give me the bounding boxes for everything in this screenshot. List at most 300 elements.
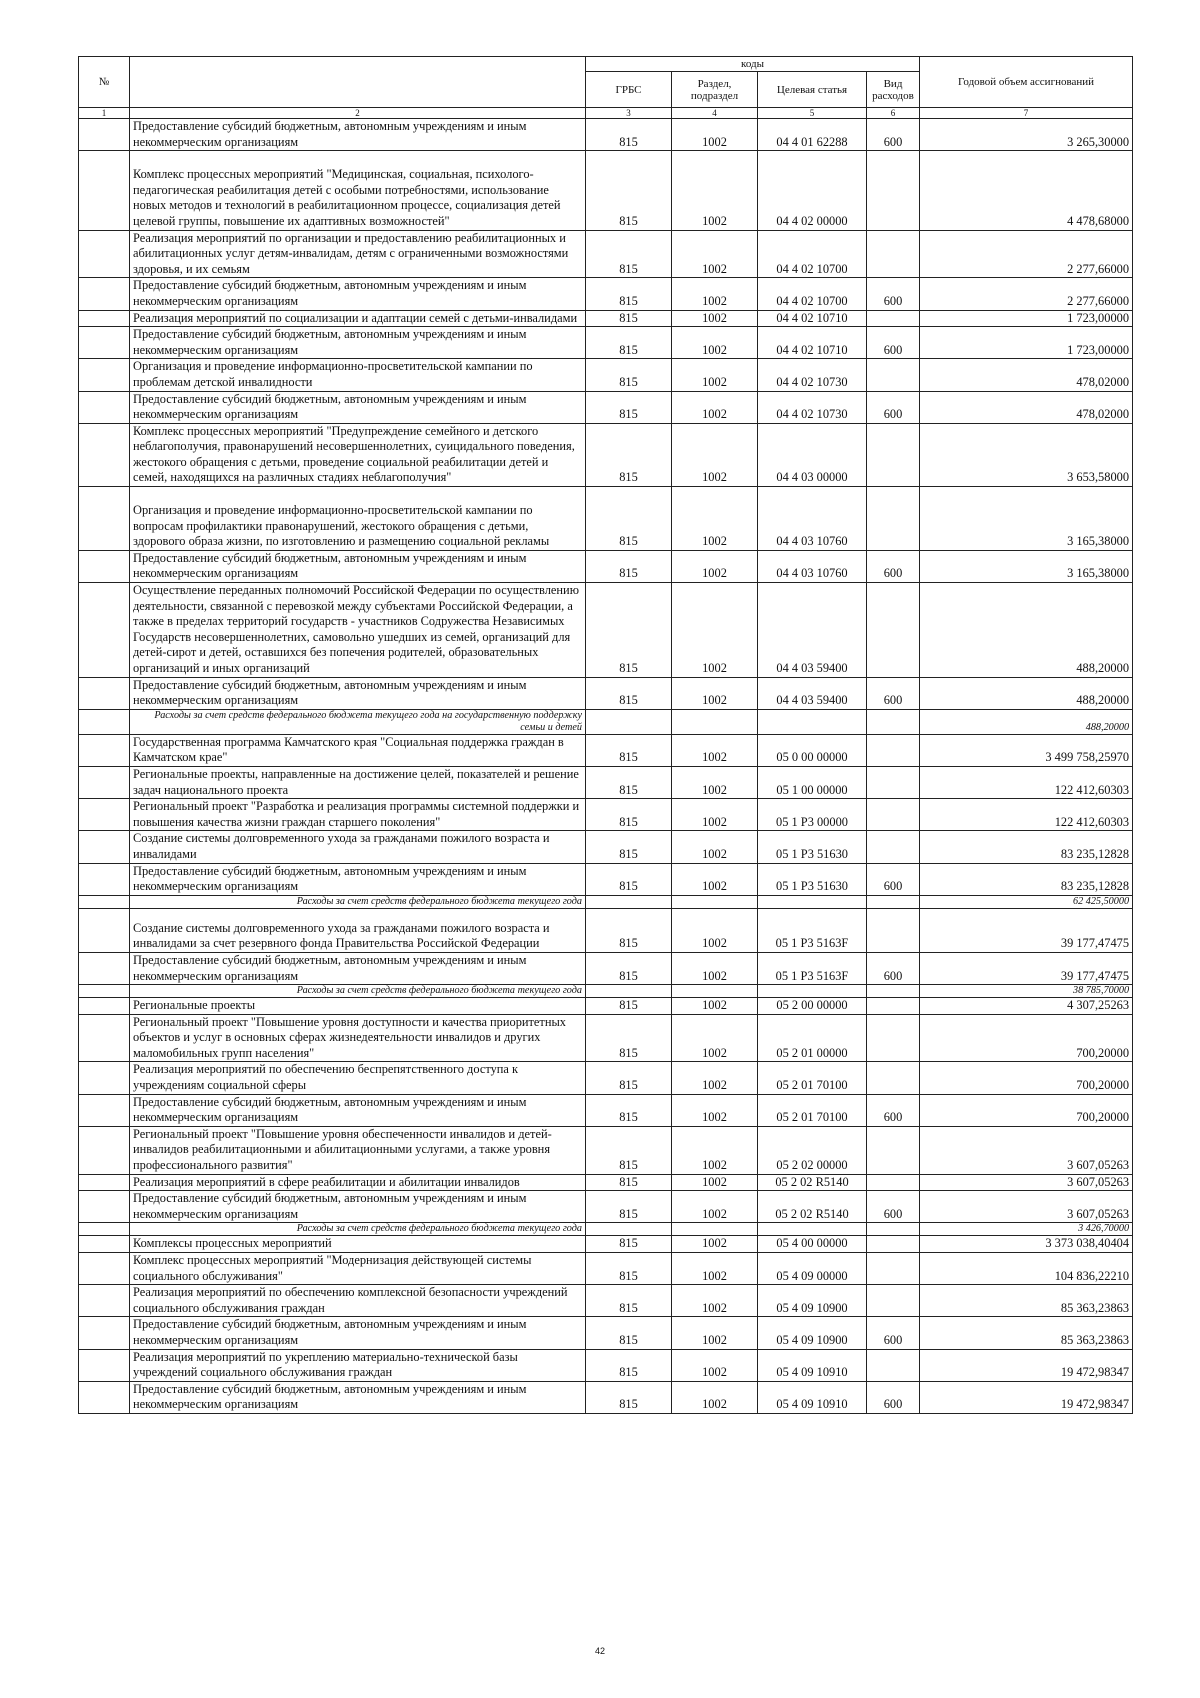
row-grbs-cell: 815: [586, 677, 672, 709]
row-target-cell: [758, 895, 867, 908]
row-number-cell: [79, 734, 130, 766]
column-number: 7: [920, 108, 1133, 119]
row-target-cell: 05 2 01 70100: [758, 1094, 867, 1126]
row-expense-type-cell: [867, 1062, 920, 1094]
row-name-cell: Реализация мероприятий по социализации и адаптации семей с детьми-инвалидами: [130, 310, 586, 327]
table-row: [79, 1285, 1133, 1317]
row-target-cell: 05 4 09 00000: [758, 1253, 867, 1285]
row-amount-cell: 488,20000: [920, 583, 1133, 678]
row-target-cell: 04 4 03 10760: [758, 487, 867, 551]
row-grbs-cell: 815: [586, 1349, 672, 1381]
row-grbs-cell: 815: [586, 550, 672, 582]
row-name-cell: Региональный проект "Повышение уровня обеспеченности инвалидов и детей-инвалидов реабилитационными и абилитационными услугами, а также уровня профессионального развития": [130, 1126, 586, 1174]
row-amount-cell: 38 785,70000: [920, 985, 1133, 998]
row-name-cell: Создание системы долговременного ухода за гражданами пожилого возраста и инвалидами: [130, 831, 586, 863]
row-grbs-cell: [586, 1223, 672, 1236]
row-expense-type-cell: 600: [867, 1317, 920, 1349]
row-expense-type-cell: 600: [867, 327, 920, 359]
row-expense-type-cell: [867, 230, 920, 278]
row-expense-type-cell: 600: [867, 550, 920, 582]
table-body: [79, 119, 1133, 1414]
table-row: [79, 391, 1133, 423]
row-amount-cell: 478,02000: [920, 359, 1133, 391]
table-header: [79, 57, 1133, 119]
row-amount-cell: 39 177,47475: [920, 952, 1133, 984]
row-number-cell: [79, 1062, 130, 1094]
table-row: [79, 1094, 1133, 1126]
table-row: [79, 1191, 1133, 1223]
row-target-cell: 05 4 09 10900: [758, 1285, 867, 1317]
row-number-cell: [79, 1223, 130, 1236]
row-target-cell: 04 4 02 10730: [758, 391, 867, 423]
row-grbs-cell: 815: [586, 766, 672, 798]
row-section-cell: 1002: [672, 1253, 758, 1285]
row-grbs-cell: 815: [586, 487, 672, 551]
row-section-cell: 1002: [672, 1191, 758, 1223]
row-section-cell: 1002: [672, 1094, 758, 1126]
row-section-cell: [672, 895, 758, 908]
row-target-cell: 04 4 03 59400: [758, 583, 867, 678]
row-expense-type-cell: 600: [867, 1381, 920, 1413]
row-number-cell: [79, 1236, 130, 1253]
row-grbs-cell: 815: [586, 1191, 672, 1223]
row-section-cell: 1002: [672, 677, 758, 709]
row-target-cell: 05 0 00 00000: [758, 734, 867, 766]
row-amount-cell: 3 165,38000: [920, 487, 1133, 551]
row-target-cell: 04 4 02 10730: [758, 359, 867, 391]
row-section-cell: 1002: [672, 583, 758, 678]
row-grbs-cell: [586, 895, 672, 908]
table-row: [79, 1062, 1133, 1094]
row-section-cell: [672, 709, 758, 734]
row-name-cell: Предоставление субсидий бюджетным, автономным учреждениям и иным некоммерческим организациям: [130, 1381, 586, 1413]
row-target-cell: 05 1 P3 5163F: [758, 908, 867, 952]
table-row: [79, 998, 1133, 1015]
row-number-cell: [79, 1349, 130, 1381]
row-section-cell: 1002: [672, 119, 758, 151]
row-number-cell: [79, 310, 130, 327]
row-expense-type-cell: [867, 423, 920, 486]
row-expense-type-cell: 600: [867, 1191, 920, 1223]
table-row: [79, 1126, 1133, 1174]
row-expense-type-cell: [867, 151, 920, 230]
header-number: №: [79, 57, 130, 108]
row-number-cell: [79, 1381, 130, 1413]
row-expense-type-cell: [867, 1014, 920, 1062]
header-grbs: ГРБС: [586, 72, 672, 108]
table-row: [79, 1317, 1133, 1349]
row-section-cell: 1002: [672, 766, 758, 798]
row-expense-type-cell: [867, 1349, 920, 1381]
row-section-cell: 1002: [672, 278, 758, 310]
row-section-cell: 1002: [672, 151, 758, 230]
row-number-cell: [79, 863, 130, 895]
row-amount-cell: 104 836,22210: [920, 1253, 1133, 1285]
row-section-cell: 1002: [672, 1317, 758, 1349]
row-amount-cell: 85 363,23863: [920, 1285, 1133, 1317]
row-expense-type-cell: [867, 1236, 920, 1253]
row-number-cell: [79, 1253, 130, 1285]
row-name-cell: Предоставление субсидий бюджетным, автономным учреждениям и иным некоммерческим организациям: [130, 1191, 586, 1223]
column-number: 1: [79, 108, 130, 119]
row-grbs-cell: 815: [586, 583, 672, 678]
row-grbs-cell: 815: [586, 359, 672, 391]
row-expense-type-cell: 600: [867, 1094, 920, 1126]
row-grbs-cell: 815: [586, 1094, 672, 1126]
row-expense-type-cell: [867, 831, 920, 863]
row-section-cell: 1002: [672, 550, 758, 582]
table-row: [79, 327, 1133, 359]
row-target-cell: 05 4 09 10910: [758, 1349, 867, 1381]
column-number: 5: [758, 108, 867, 119]
row-amount-cell: 3 607,05263: [920, 1191, 1133, 1223]
row-target-cell: 04 4 03 10760: [758, 550, 867, 582]
row-amount-cell: 488,20000: [920, 709, 1133, 734]
row-section-cell: 1002: [672, 1285, 758, 1317]
row-expense-type-cell: 600: [867, 278, 920, 310]
row-target-cell: 04 4 03 00000: [758, 423, 867, 486]
row-number-cell: [79, 151, 130, 230]
row-expense-type-cell: 600: [867, 391, 920, 423]
row-number-cell: [79, 1174, 130, 1191]
row-amount-cell: 122 412,60303: [920, 766, 1133, 798]
row-expense-type-cell: [867, 895, 920, 908]
row-grbs-cell: 815: [586, 278, 672, 310]
row-section-cell: 1002: [672, 1126, 758, 1174]
row-number-cell: [79, 1285, 130, 1317]
row-number-cell: [79, 278, 130, 310]
row-name-cell: Создание системы долговременного ухода за гражданами пожилого возраста и инвалидами за счет резервного фонда Правительства Российской Федерации: [130, 908, 586, 952]
row-number-cell: [79, 998, 130, 1015]
row-amount-cell: 3 607,05263: [920, 1126, 1133, 1174]
row-grbs-cell: 815: [586, 799, 672, 831]
row-grbs-cell: 815: [586, 1062, 672, 1094]
row-expense-type-cell: [867, 583, 920, 678]
row-amount-cell: 19 472,98347: [920, 1381, 1133, 1413]
row-expense-type-cell: [867, 1253, 920, 1285]
row-target-cell: 05 1 00 00000: [758, 766, 867, 798]
column-number: 4: [672, 108, 758, 119]
row-number-cell: [79, 1126, 130, 1174]
row-target-cell: 05 2 02 R5140: [758, 1174, 867, 1191]
row-number-cell: [79, 1317, 130, 1349]
row-amount-cell: 700,20000: [920, 1094, 1133, 1126]
row-target-cell: [758, 985, 867, 998]
row-name-cell: Реализация мероприятий по организации и предоставлению реабилитационных и абилитационных услуг детям-инвалидам, детям с ограниченными возможностями здоровья, и их семьям: [130, 230, 586, 278]
row-section-cell: 1002: [672, 734, 758, 766]
row-name-cell: Предоставление субсидий бюджетным, автономным учреждениям и иным некоммерческим организациям: [130, 1317, 586, 1349]
table-row: [79, 1014, 1133, 1062]
row-amount-cell: 3 373 038,40404: [920, 1236, 1133, 1253]
row-grbs-cell: 815: [586, 423, 672, 486]
row-grbs-cell: 815: [586, 327, 672, 359]
row-expense-type-cell: [867, 799, 920, 831]
row-expense-type-cell: [867, 1285, 920, 1317]
row-expense-type-cell: [867, 487, 920, 551]
row-name-cell: Комплексы процессных мероприятий: [130, 1236, 586, 1253]
row-expense-type-cell: [867, 1126, 920, 1174]
row-target-cell: 05 1 P3 5163F: [758, 952, 867, 984]
row-number-cell: [79, 550, 130, 582]
row-expense-type-cell: 600: [867, 952, 920, 984]
row-target-cell: 05 2 01 70100: [758, 1062, 867, 1094]
row-amount-cell: 83 235,12828: [920, 831, 1133, 863]
table-row: [79, 310, 1133, 327]
row-name-cell: Комплекс процессных мероприятий "Медицинская, социальная, психолого-педагогическая реабилитация детей с особыми потребностями, использование новых методов и технологий в реабилитационном процессе, социализация детей целевой группы, повышение их адаптивных возможностей": [130, 151, 586, 230]
table-row: [79, 895, 1133, 908]
row-target-cell: [758, 1223, 867, 1236]
row-section-cell: 1002: [672, 1236, 758, 1253]
budget-sheet: [78, 56, 1132, 1414]
row-amount-cell: 3 499 758,25970: [920, 734, 1133, 766]
row-name-cell: Расходы за счет средств федерального бюджета текущего года: [130, 1223, 586, 1236]
row-number-cell: [79, 391, 130, 423]
row-target-cell: 05 1 P3 51630: [758, 863, 867, 895]
table-row: [79, 151, 1133, 230]
row-name-cell: Предоставление субсидий бюджетным, автономным учреждениям и иным некоммерческим организациям: [130, 391, 586, 423]
page-number: 42: [594, 1646, 605, 1656]
row-grbs-cell: 815: [586, 1014, 672, 1062]
row-target-cell: 04 4 02 10710: [758, 327, 867, 359]
row-expense-type-cell: 600: [867, 677, 920, 709]
row-target-cell: 04 4 02 10700: [758, 278, 867, 310]
column-number: 2: [130, 108, 586, 119]
row-name-cell: Предоставление субсидий бюджетным, автономным учреждениям и иным некоммерческим организациям: [130, 952, 586, 984]
row-name-cell: Расходы за счет средств федерального бюджета текущего года: [130, 985, 586, 998]
row-amount-cell: 478,02000: [920, 391, 1133, 423]
row-target-cell: 04 4 02 10700: [758, 230, 867, 278]
table-row: [79, 550, 1133, 582]
row-target-cell: 05 2 02 00000: [758, 1126, 867, 1174]
row-expense-type-cell: [867, 985, 920, 998]
row-target-cell: 05 2 01 00000: [758, 1014, 867, 1062]
row-number-cell: [79, 1014, 130, 1062]
table-row: [79, 985, 1133, 998]
row-section-cell: 1002: [672, 327, 758, 359]
row-grbs-cell: 815: [586, 310, 672, 327]
row-section-cell: 1002: [672, 1062, 758, 1094]
row-amount-cell: 700,20000: [920, 1062, 1133, 1094]
row-amount-cell: 1 723,00000: [920, 310, 1133, 327]
row-amount-cell: 4 307,25263: [920, 998, 1133, 1015]
row-name-cell: Предоставление субсидий бюджетным, автономным учреждениям и иным некоммерческим организациям: [130, 119, 586, 151]
row-number-cell: [79, 985, 130, 998]
column-number: 6: [867, 108, 920, 119]
row-amount-cell: 1 723,00000: [920, 327, 1133, 359]
row-amount-cell: 3 607,05263: [920, 1174, 1133, 1191]
row-section-cell: 1002: [672, 359, 758, 391]
row-section-cell: 1002: [672, 863, 758, 895]
row-name-cell: Реализация мероприятий по обеспечению комплексной безопасности учреждений социального обслуживания граждан: [130, 1285, 586, 1317]
row-number-cell: [79, 952, 130, 984]
row-name-cell: Региональный проект "Повышение уровня доступности и качества приоритетных объектов и услуг в основных сферах жизнедеятельности инвалидов и других маломобильных групп населения": [130, 1014, 586, 1062]
table-row: [79, 1236, 1133, 1253]
table-row: [79, 799, 1133, 831]
row-amount-cell: 85 363,23863: [920, 1317, 1133, 1349]
row-grbs-cell: 815: [586, 998, 672, 1015]
table-row: [79, 734, 1133, 766]
table-row: [79, 487, 1133, 551]
row-name-cell: Предоставление субсидий бюджетным, автономным учреждениям и иным некоммерческим организациям: [130, 863, 586, 895]
row-section-cell: 1002: [672, 1014, 758, 1062]
row-section-cell: 1002: [672, 423, 758, 486]
row-section-cell: 1002: [672, 230, 758, 278]
row-number-cell: [79, 119, 130, 151]
row-number-cell: [79, 1094, 130, 1126]
row-expense-type-cell: [867, 766, 920, 798]
row-section-cell: 1002: [672, 831, 758, 863]
row-section-cell: 1002: [672, 908, 758, 952]
row-section-cell: 1002: [672, 310, 758, 327]
table-row: [79, 423, 1133, 486]
row-grbs-cell: [586, 709, 672, 734]
row-section-cell: 1002: [672, 1349, 758, 1381]
row-number-cell: [79, 1191, 130, 1223]
row-grbs-cell: 815: [586, 863, 672, 895]
row-name-cell: Государственная программа Камчатского края "Социальная поддержка граждан в Камчатском крае": [130, 734, 586, 766]
row-number-cell: [79, 831, 130, 863]
table-row: [79, 1381, 1133, 1413]
row-expense-type-cell: [867, 310, 920, 327]
header-name: [130, 57, 586, 108]
table-row: [79, 863, 1133, 895]
row-grbs-cell: 815: [586, 1236, 672, 1253]
row-target-cell: 05 1 P3 51630: [758, 831, 867, 863]
row-amount-cell: 2 277,66000: [920, 230, 1133, 278]
row-amount-cell: 19 472,98347: [920, 1349, 1133, 1381]
row-grbs-cell: 815: [586, 119, 672, 151]
row-number-cell: [79, 423, 130, 486]
row-grbs-cell: [586, 985, 672, 998]
table-row: [79, 1174, 1133, 1191]
row-section-cell: 1002: [672, 391, 758, 423]
row-amount-cell: 3 426,70000: [920, 1223, 1133, 1236]
table-row: [79, 119, 1133, 151]
budget-table: [78, 56, 1133, 1414]
row-expense-type-cell: [867, 908, 920, 952]
table-row: [79, 908, 1133, 952]
row-target-cell: 04 4 02 00000: [758, 151, 867, 230]
row-amount-cell: 122 412,60303: [920, 799, 1133, 831]
row-amount-cell: 2 277,66000: [920, 278, 1133, 310]
row-number-cell: [79, 359, 130, 391]
row-target-cell: 04 4 03 59400: [758, 677, 867, 709]
row-amount-cell: 3 653,58000: [920, 423, 1133, 486]
row-expense-type-cell: [867, 359, 920, 391]
row-name-cell: Предоставление субсидий бюджетным, автономным учреждениям и иным некоммерческим организациям: [130, 677, 586, 709]
row-expense-type-cell: [867, 734, 920, 766]
row-name-cell: Реализация мероприятий по обеспечению беспрепятственного доступа к учреждениям социальной сферы: [130, 1062, 586, 1094]
row-target-cell: 05 1 P3 00000: [758, 799, 867, 831]
row-name-cell: Предоставление субсидий бюджетным, автономным учреждениям и иным некоммерческим организациям: [130, 550, 586, 582]
row-section-cell: 1002: [672, 998, 758, 1015]
row-target-cell: 04 4 01 62288: [758, 119, 867, 151]
row-amount-cell: 700,20000: [920, 1014, 1133, 1062]
row-number-cell: [79, 766, 130, 798]
table-row: [79, 359, 1133, 391]
row-section-cell: 1002: [672, 799, 758, 831]
table-row: [79, 1223, 1133, 1236]
row-amount-cell: 3 265,30000: [920, 119, 1133, 151]
row-amount-cell: 39 177,47475: [920, 908, 1133, 952]
row-name-cell: Предоставление субсидий бюджетным, автономным учреждениям и иным некоммерческим организациям: [130, 327, 586, 359]
row-name-cell: Расходы за счет средств федерального бюджета текущего года на государственную поддержку семьи и детей: [130, 709, 586, 734]
row-expense-type-cell: 600: [867, 119, 920, 151]
row-number-cell: [79, 487, 130, 551]
row-name-cell: Предоставление субсидий бюджетным, автономным учреждениям и иным некоммерческим организациям: [130, 1094, 586, 1126]
table-row: [79, 1349, 1133, 1381]
row-section-cell: 1002: [672, 487, 758, 551]
header-expense-type: Вид расходов: [867, 72, 920, 108]
header-codes: коды: [586, 57, 920, 72]
row-name-cell: Реализация мероприятий в сфере реабилитации и абилитации инвалидов: [130, 1174, 586, 1191]
row-number-cell: [79, 583, 130, 678]
row-name-cell: Расходы за счет средств федерального бюджета текущего года: [130, 895, 586, 908]
row-amount-cell: 62 425,50000: [920, 895, 1133, 908]
header-volume: Годовой объем ассигнований: [920, 57, 1133, 108]
row-grbs-cell: 815: [586, 831, 672, 863]
row-amount-cell: 83 235,12828: [920, 863, 1133, 895]
header-section: Раздел, подраздел: [672, 72, 758, 108]
row-grbs-cell: 815: [586, 151, 672, 230]
row-target-cell: 05 2 02 R5140: [758, 1191, 867, 1223]
row-section-cell: 1002: [672, 1381, 758, 1413]
column-numbers-row: [79, 108, 1133, 119]
row-number-cell: [79, 908, 130, 952]
row-target-cell: [758, 709, 867, 734]
row-section-cell: 1002: [672, 1174, 758, 1191]
table-row: [79, 766, 1133, 798]
row-number-cell: [79, 895, 130, 908]
row-grbs-cell: 815: [586, 1381, 672, 1413]
row-name-cell: Региональные проекты, направленные на достижение целей, показателей и решение задач национального проекта: [130, 766, 586, 798]
table-row: [79, 952, 1133, 984]
row-number-cell: [79, 709, 130, 734]
row-amount-cell: 4 478,68000: [920, 151, 1133, 230]
row-name-cell: Комплекс процессных мероприятий "Предупреждение семейного и детского неблагополучия, правонарушений несовершеннолетних, суицидального поведения, жестокого обращения с детьми, проведение социальной реабилитации детей и семей, находящихся на различных стадиях неблагополучия": [130, 423, 586, 486]
row-grbs-cell: 815: [586, 734, 672, 766]
header-target: Целевая статья: [758, 72, 867, 108]
row-name-cell: Осуществление переданных полномочий Российской Федерации по осуществлению деятельности, связанной с перевозкой между субъектами Российской Федерации, а также в пределах территорий государств - участников Содружества Независимых Государств несовершеннолетних, самовольно ушедших из семей, организаций для детей-сирот и детей, оставшихся без попечения родителей, образовательных организаций и иных организаций: [130, 583, 586, 678]
table-row: [79, 709, 1133, 734]
row-grbs-cell: 815: [586, 1253, 672, 1285]
table-row: [79, 230, 1133, 278]
row-section-cell: [672, 985, 758, 998]
row-amount-cell: 3 165,38000: [920, 550, 1133, 582]
row-number-cell: [79, 230, 130, 278]
row-amount-cell: 488,20000: [920, 677, 1133, 709]
row-number-cell: [79, 327, 130, 359]
row-name-cell: Организация и проведение информационно-просветительской кампании по вопросам профилактики правонарушений, жестокого обращения с детьми, здорового образа жизни, по изготовлению и размещению социальной рекламы: [130, 487, 586, 551]
table-row: [79, 677, 1133, 709]
row-target-cell: 05 4 00 00000: [758, 1236, 867, 1253]
column-number: 3: [586, 108, 672, 119]
row-name-cell: Комплекс процессных мероприятий "Модернизация действующей системы социального обслуживания": [130, 1253, 586, 1285]
row-name-cell: Реализация мероприятий по укреплению материально-технической базы учреждений социального обслуживания граждан: [130, 1349, 586, 1381]
row-grbs-cell: 815: [586, 908, 672, 952]
row-grbs-cell: 815: [586, 952, 672, 984]
row-expense-type-cell: [867, 709, 920, 734]
row-name-cell: Региональный проект "Разработка и реализация программы системной поддержки и повышения качества жизни граждан старшего поколения": [130, 799, 586, 831]
row-number-cell: [79, 799, 130, 831]
row-expense-type-cell: [867, 998, 920, 1015]
row-target-cell: 05 2 00 00000: [758, 998, 867, 1015]
row-expense-type-cell: [867, 1174, 920, 1191]
row-grbs-cell: 815: [586, 1317, 672, 1349]
row-section-cell: 1002: [672, 952, 758, 984]
row-grbs-cell: 815: [586, 391, 672, 423]
row-expense-type-cell: [867, 1223, 920, 1236]
